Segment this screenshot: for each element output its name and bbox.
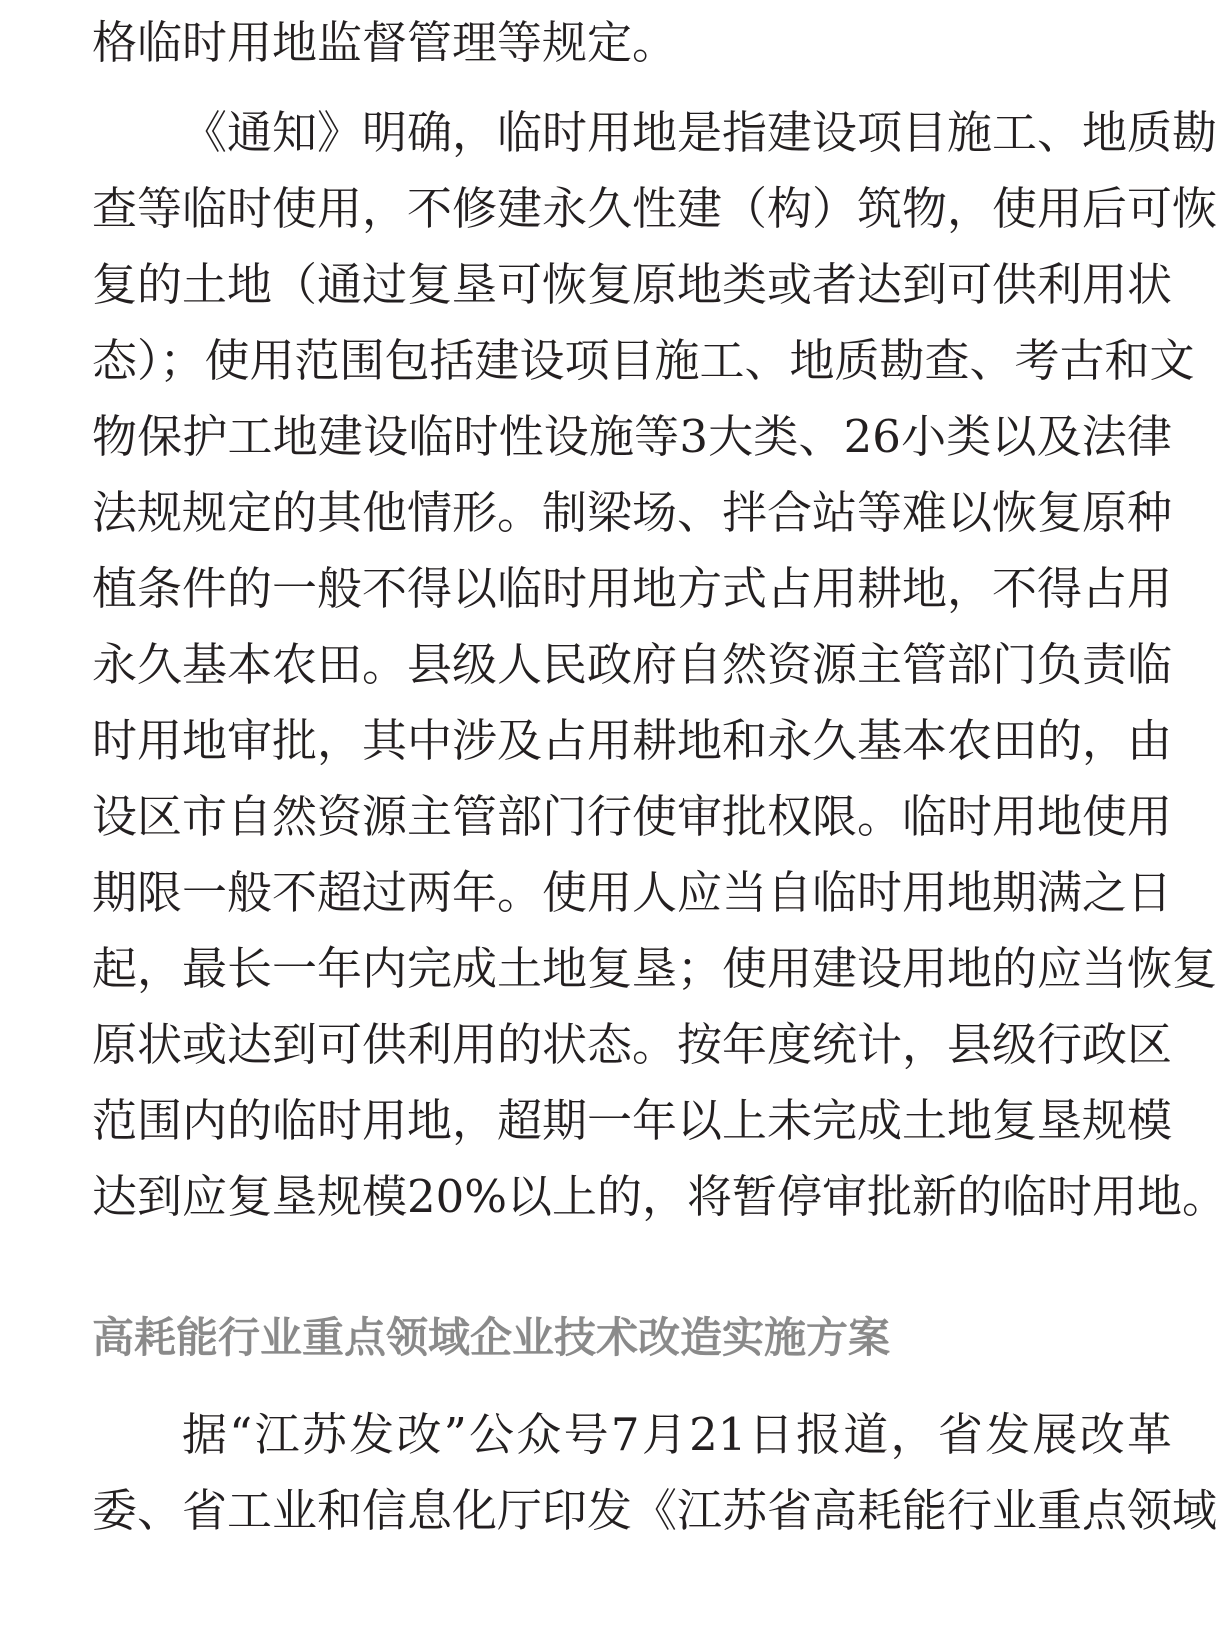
paragraph3-line-1: 据“江苏发改”公众号7月21日报道，省发展改革 [182, 1408, 1172, 1461]
paragraph2-line-5: 物保护工地建设临时性设施等3大类、26小类以及法律 [92, 410, 1172, 463]
paragraph2-line-10: 设区市自然资源主管部门行使审批权限。临时用地使用 [92, 790, 1173, 843]
section-heading: 高耗能行业重点领域企业技术改造实施方案 [92, 1313, 891, 1362]
paragraph2-line-9: 时用地审批，其中涉及占用耕地和永久基本农田的，由 [92, 714, 1173, 767]
paragraph2-line-11: 期限一般不超过两年。使用人应当自临时用地期满之日 [92, 866, 1173, 919]
paragraph2-line-7: 植条件的一般不得以临时用地方式占用耕地，不得占用 [92, 562, 1173, 615]
paragraph1-line-1: 格临时用地监督管理等规定。 [92, 16, 678, 69]
paragraph3-line-2: 委、省工业和信息化厅印发《江苏省高耗能行业重点领域 [92, 1484, 1218, 1537]
paragraph2-line-8: 永久基本农田。县级人民政府自然资源主管部门负责临 [92, 638, 1173, 691]
paragraph2-line-3: 复的土地（通过复垦可恢复原地类或者达到可供利用状 [92, 258, 1173, 311]
paragraph2-line-12: 起，最长一年内完成土地复垦；使用建设用地的应当恢复 [92, 942, 1218, 995]
paragraph2-line-4: 态）；使用范围包括建设项目施工、地质勘查、考古和文 [92, 334, 1195, 387]
paragraph2-line-6: 法规规定的其他情形。制梁场、拌合站等难以恢复原种 [92, 486, 1173, 539]
paragraph2-line-14: 范围内的临时用地，超期一年以上未完成土地复垦规模 [92, 1094, 1173, 1147]
paragraph2-line-13: 原状或达到可供利用的状态。按年度统计，县级行政区 [92, 1018, 1173, 1071]
paragraph2-line-2: 查等临时使用，不修建永久性建（构）筑物，使用后可恢 [92, 182, 1218, 235]
paragraph2-line-1: 《通知》明确，临时用地是指建设项目施工、地质勘 [182, 106, 1218, 159]
paragraph2-line-15: 达到应复垦规模20%以上的，将暂停审批新的临时用地。 [92, 1170, 1228, 1223]
